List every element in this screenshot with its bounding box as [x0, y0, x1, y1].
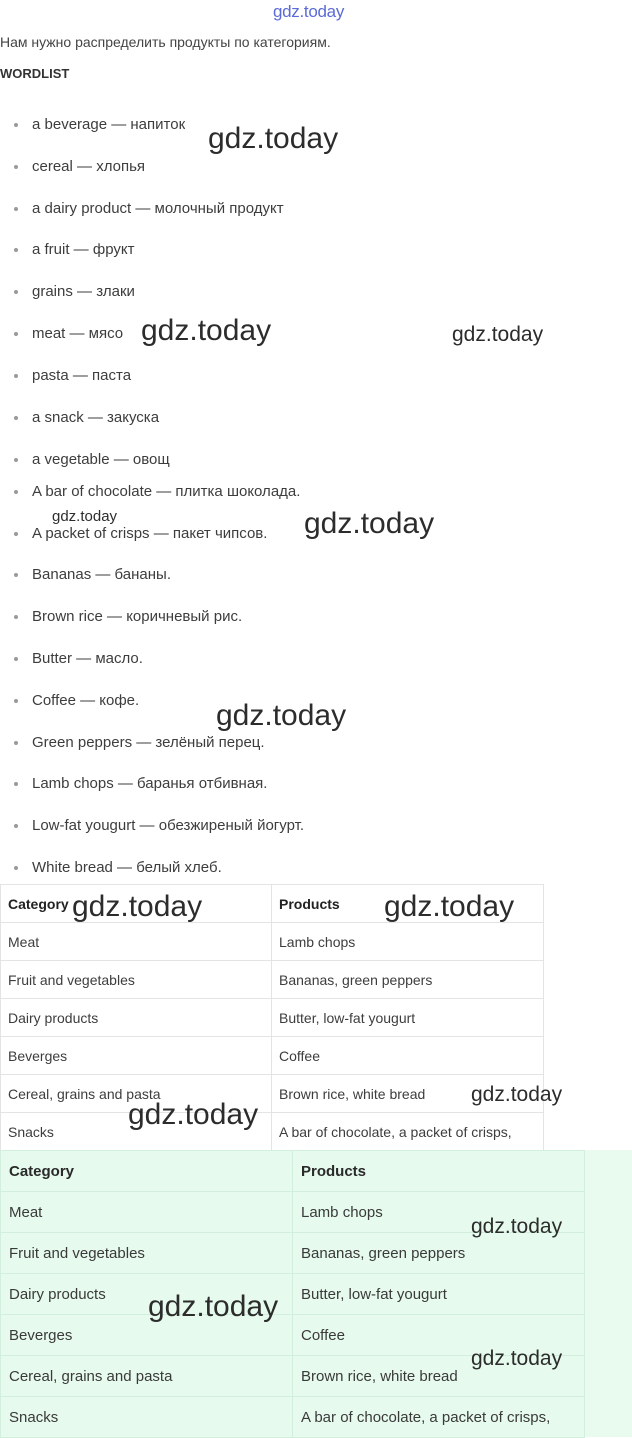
bullet-icon — [14, 416, 18, 420]
list-item: a beverage — напиток — [14, 116, 185, 133]
bullet-icon — [14, 866, 18, 870]
table-header-row — [1, 1151, 585, 1192]
header-products: Products — [293, 1151, 585, 1192]
table-row — [1, 1037, 544, 1075]
bullet-icon — [14, 657, 18, 661]
products-cell: A bar of chocolate, a packet of crisps, — [272, 1113, 544, 1151]
bullet-icon — [14, 374, 18, 378]
list-item: a fruit — фрукт — [14, 241, 134, 258]
header-category: Category — [1, 885, 272, 923]
products-cell: Brown rice, white bread — [293, 1356, 585, 1397]
bullet-icon — [14, 290, 18, 294]
category-cell: Beverges — [1, 1315, 293, 1356]
category-cell: Cereal, grains and pasta — [1, 1075, 272, 1113]
table-row — [1, 961, 544, 999]
bullet-icon — [14, 741, 18, 745]
list-item: A packet of crisps — пакет чипсов. — [14, 525, 267, 542]
header-category: Category — [1, 1151, 293, 1192]
category-cell: Fruit and vegetables — [1, 961, 272, 999]
bullet-icon — [14, 248, 18, 252]
bullet-icon — [14, 532, 18, 536]
category-cell: Beverges — [1, 1037, 272, 1075]
products-cell: Brown rice, white bread — [272, 1075, 544, 1113]
products-cell: Butter, low-fat yougurt — [293, 1274, 585, 1315]
bullet-icon — [14, 332, 18, 336]
list-item: Green peppers — зелёный перец. — [14, 734, 265, 751]
category-cell: Snacks — [1, 1113, 272, 1151]
products-cell: A bar of chocolate, a packet of crisps, — [293, 1397, 585, 1438]
list-item: A bar of chocolate — плитка шоколада. — [14, 483, 300, 500]
list-item: meat — мясо — [14, 325, 123, 342]
table-row — [1, 1075, 544, 1113]
watermark: gdz.today — [72, 890, 203, 923]
bullet-icon — [14, 123, 18, 127]
table-row — [1, 923, 544, 961]
category-cell: Dairy products — [1, 1274, 293, 1315]
bullet-icon — [14, 165, 18, 169]
category-table-highlighted — [0, 1150, 585, 1438]
watermark: gdz.today — [208, 122, 339, 155]
watermark: gdz.today — [128, 1098, 259, 1131]
list-item: Bananas — бананы. — [14, 566, 171, 583]
list-item: Butter — масло. — [14, 650, 143, 667]
list-item: Low-fat yougurt — обезжиреный йогурт. — [14, 817, 304, 834]
category-cell: Meat — [1, 923, 272, 961]
bullet-icon — [14, 782, 18, 786]
products-cell: Bananas, green peppers — [293, 1233, 585, 1274]
products-cell: Lamb chops — [272, 923, 544, 961]
list-item: a vegetable — овощ — [14, 451, 170, 468]
list-item: White bread — белый хлеб. — [14, 859, 222, 876]
category-cell: Cereal, grains and pasta — [1, 1356, 293, 1397]
list-item: grains — злаки — [14, 283, 135, 300]
bullet-icon — [14, 573, 18, 577]
watermark: gdz.today — [52, 508, 118, 525]
watermark: gdz.today — [141, 314, 272, 347]
category-table — [0, 884, 544, 1151]
bullet-icon — [14, 824, 18, 828]
category-cell: Meat — [1, 1192, 293, 1233]
products-cell: Coffee — [293, 1315, 585, 1356]
list-item: a dairy product — молочный продукт — [14, 200, 284, 217]
watermark: gdz.today — [471, 1083, 563, 1106]
wordlist-heading: WORDLIST — [0, 66, 70, 81]
table-row — [1, 1113, 544, 1151]
site-logo: gdz.today — [273, 2, 345, 21]
category-cell: Dairy products — [1, 999, 272, 1037]
list-item: Coffee — кофе. — [14, 692, 139, 709]
intro-text: Нам нужно распределить продукты по категориям. — [0, 34, 331, 50]
bullet-icon — [14, 699, 18, 703]
watermark: gdz.today — [216, 699, 347, 732]
watermark: gdz.today — [148, 1290, 279, 1323]
watermark: gdz.today — [452, 323, 544, 346]
header-products: Products — [272, 885, 544, 923]
table-row — [1, 1397, 585, 1438]
table-row — [1, 1274, 585, 1315]
list-item: Brown rice — коричневый рис. — [14, 608, 242, 625]
bullet-icon — [14, 615, 18, 619]
bullet-icon — [14, 490, 18, 494]
list-item: pasta — паста — [14, 367, 131, 384]
category-cell: Snacks — [1, 1397, 293, 1438]
bullet-icon — [14, 458, 18, 462]
products-cell: Bananas, green peppers — [272, 961, 544, 999]
products-cell: Lamb chops — [293, 1192, 585, 1233]
category-cell: Fruit and vegetables — [1, 1233, 293, 1274]
products-cell: Butter, low-fat yougurt — [272, 999, 544, 1037]
watermark: gdz.today — [304, 507, 435, 540]
bullet-icon — [14, 207, 18, 211]
watermark: gdz.today — [471, 1347, 563, 1370]
list-item: a snack — закуска — [14, 409, 159, 426]
list-item: Lamb chops — баранья отбивная. — [14, 775, 267, 792]
watermark: gdz.today — [384, 890, 515, 923]
table-row — [1, 999, 544, 1037]
products-cell: Coffee — [272, 1037, 544, 1075]
watermark: gdz.today — [471, 1215, 563, 1238]
list-item: cereal — хлопья — [14, 158, 145, 175]
